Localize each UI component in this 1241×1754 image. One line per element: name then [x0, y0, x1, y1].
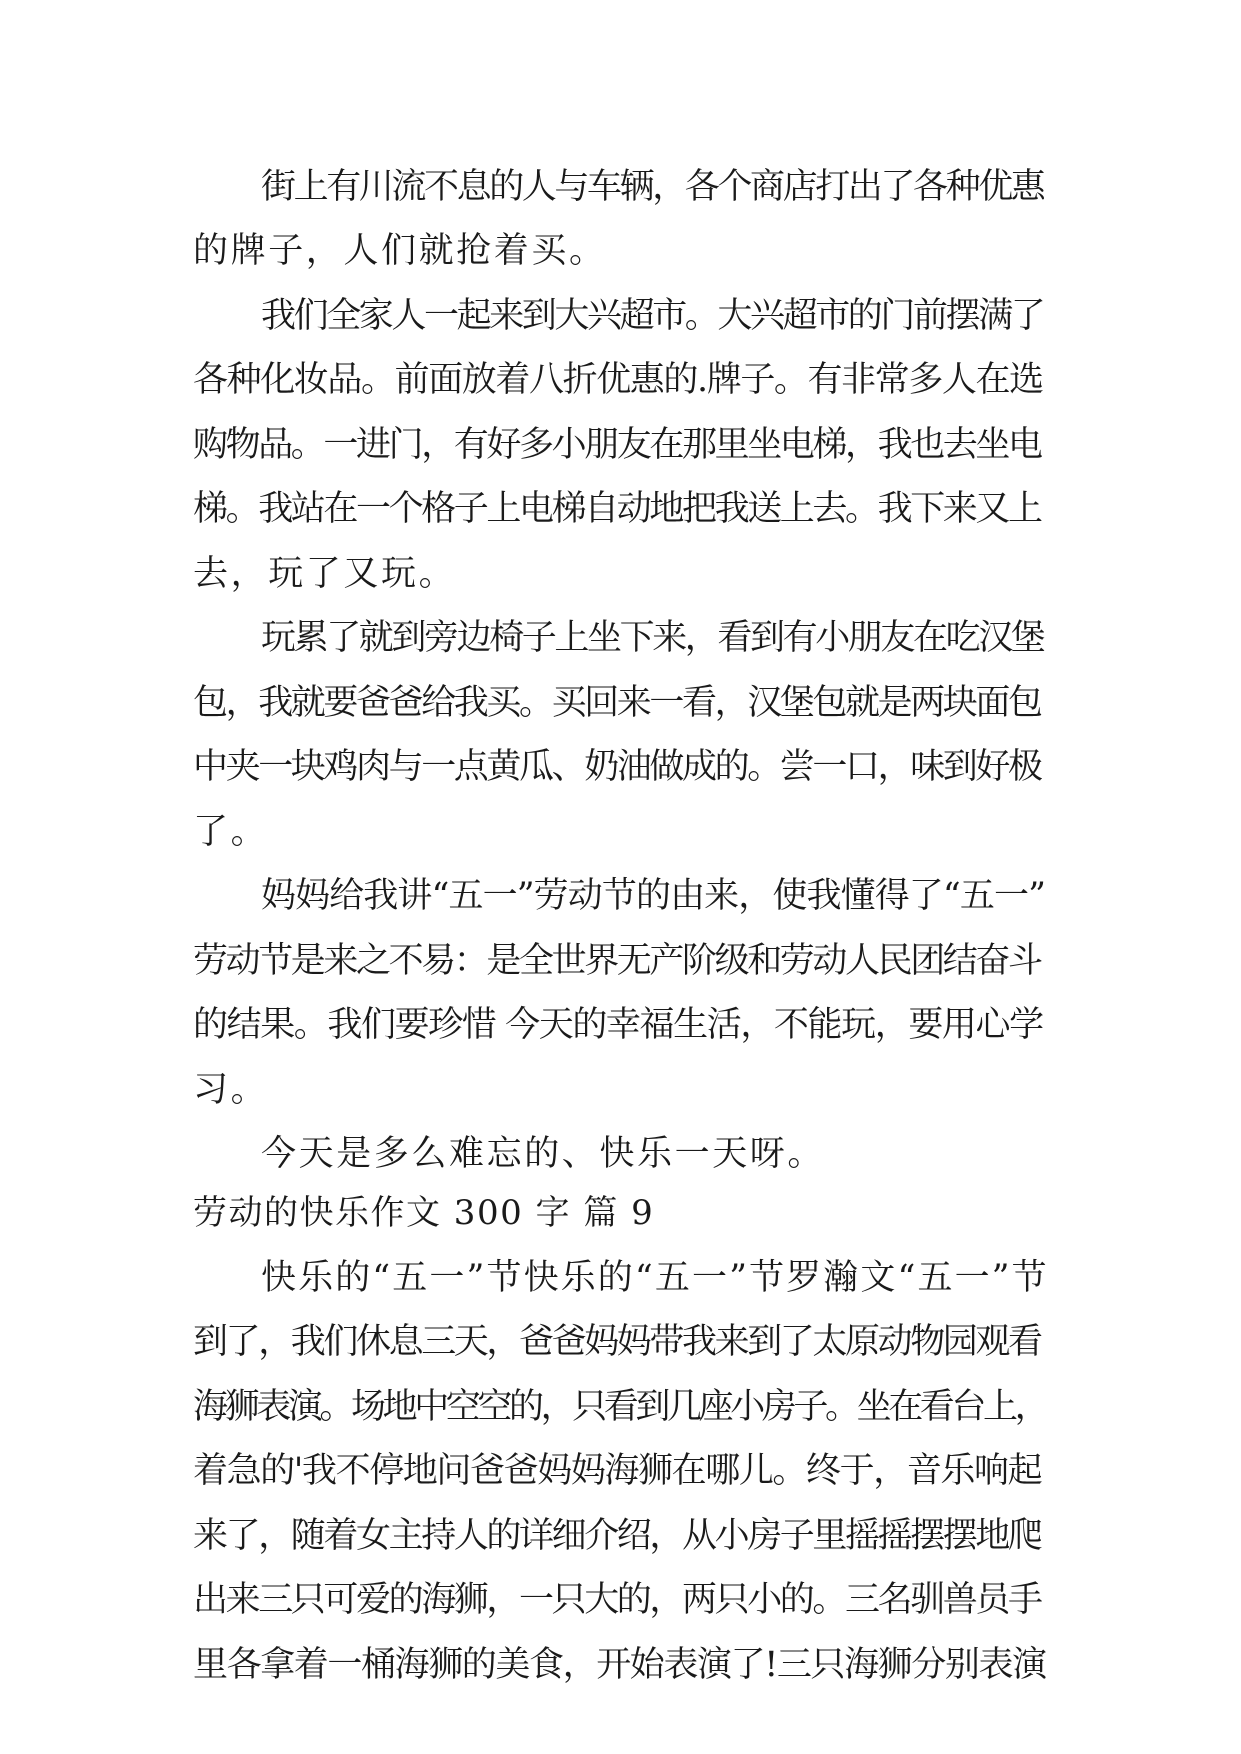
text-line: 我们全家人一起来到大兴超市。大兴超市的门前摆满了 [261, 296, 1044, 336]
text-line: 快乐的“五一”节快乐的“五一”节罗瀚文“五一”节 [261, 1258, 1049, 1298]
text-line: 购物品。一进门，有好多小朋友在那里坐电梯，我也去坐电 [193, 425, 1041, 465]
text-line: 妈妈给我讲“五一”劳动节的由来，使我懂得了“五一” [261, 876, 1046, 916]
text-line: 各种化妆品。前面放着八折优惠的.牌子。有非常多人在选 [193, 360, 1043, 400]
section-heading: 劳动的快乐作文 300 字 篇 9 [193, 1193, 655, 1233]
text-line: 包，我就要爸爸给我买。买回来一看，汉堡包就是两块面包 [193, 683, 1041, 723]
text-line: 出来三只可爱的海狮，一只大的，两只小的。三名驯兽员手 [193, 1580, 1041, 1620]
text-line: 今天是多么难忘的、快乐一天呀。 [261, 1134, 826, 1174]
text-line: 去，玩了又玩。 [193, 554, 457, 594]
text-line: 着急的'我不停地问爸爸妈妈海狮在哪儿。终于，音乐响起 [193, 1451, 1042, 1491]
text-line: 习。 [193, 1070, 269, 1110]
text-line: 中夹一块鸡肉与一点黄瓜、奶油做成的。尝一口，味到好极 [193, 747, 1041, 787]
text-line: 来了，随着女主持人的详细介绍，从小房子里摇摇摆摆地爬 [193, 1516, 1041, 1556]
text-line: 劳动节是来之不易：是全世界无产阶级和劳动人民团结奋斗 [193, 941, 1041, 981]
text-line: 玩累了就到旁边椅子上坐下来，看到有小朋友在吃汉堡 [261, 618, 1044, 658]
text-line: 的结果。我们要珍惜 今天的幸福生活，不能玩，要用心学 [193, 1005, 1043, 1045]
text-line: 里各拿着一桶海狮的美食，开始表演了!三只海狮分别表演 [193, 1645, 1046, 1685]
text-line: 的牌子，人们就抢着买。 [193, 231, 607, 271]
text-line: 街上有川流不息的人与车辆，各个商店打出了各种优惠 [261, 167, 1044, 207]
text-line: 海狮表演。场地中空空的，只看到几座小房子。坐在看台上， [193, 1387, 1047, 1427]
text-line: 到了，我们休息三天，爸爸妈妈带我来到了太原动物园观看 [193, 1322, 1041, 1362]
text-line: 了。 [193, 812, 269, 852]
text-line: 梯。我站在一个格子上电梯自动地把我送上去。我下来又上 [193, 489, 1041, 529]
